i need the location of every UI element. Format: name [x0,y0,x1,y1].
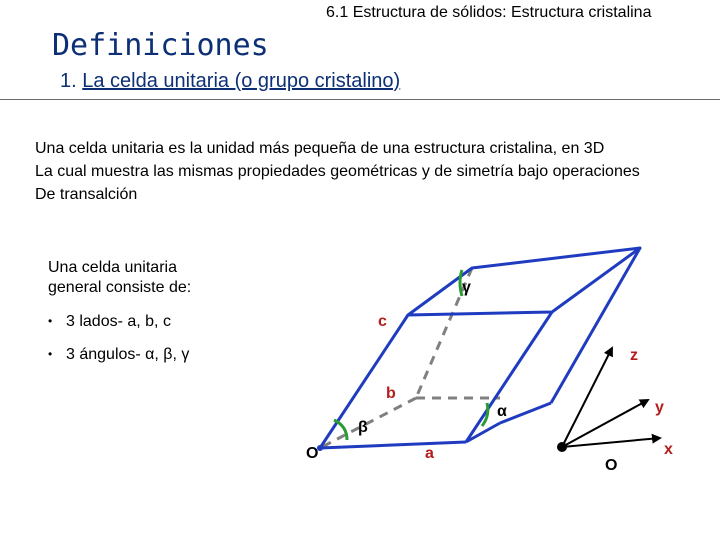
label-alpha: α [497,403,507,420]
label-z: z [630,347,638,364]
hidden-edge-b [320,398,416,448]
label-x: x [664,441,673,458]
bullet-dot: • [48,347,53,361]
label-origin-cell: O [306,445,319,462]
label-a: a [425,445,434,462]
label-b: b [386,385,396,402]
edge-front-right [466,312,552,442]
paragraph-line-2: La cual muestra las mismas propiedades geométricas y de simetría bajo operaciones [35,163,640,180]
section-heading-text: La celda unitaria (o grupo cristalino) [82,70,401,92]
bullet-angles-text: 3 ángulos- α, β, γ [66,346,190,363]
paragraph-line-3: De transalción [35,186,138,203]
label-origin-axes: O [605,457,618,474]
page-title: Definiciones [52,28,269,63]
label-c: c [378,313,387,330]
section-number: 1. [60,70,83,92]
cell-description-line-2: general consiste de: [48,279,192,296]
edge-back-bottom [500,403,551,423]
cell-description-line-1: Una celda unitaria [48,259,177,276]
axis-z-arrow [562,348,612,447]
bullet-sides-text: 3 lados- a, b, c [66,313,171,330]
label-beta: β [358,419,368,436]
bullet-dot: • [48,314,53,328]
label-gamma: γ [462,279,471,296]
paragraph-line-1: Una celda unitaria es la unidad más pequeña de una estructura cristalina, en 3D [35,140,605,157]
hidden-edges [320,268,500,448]
top-face [408,248,640,315]
label-y: y [655,399,664,416]
visible-edges [320,248,640,448]
coordinate-axes [562,348,660,447]
presentation-title: 6.1 Estructura de sólidos: Estructura cristalina [326,4,652,21]
axes-origin-point [557,442,567,452]
edge-a [320,442,466,448]
